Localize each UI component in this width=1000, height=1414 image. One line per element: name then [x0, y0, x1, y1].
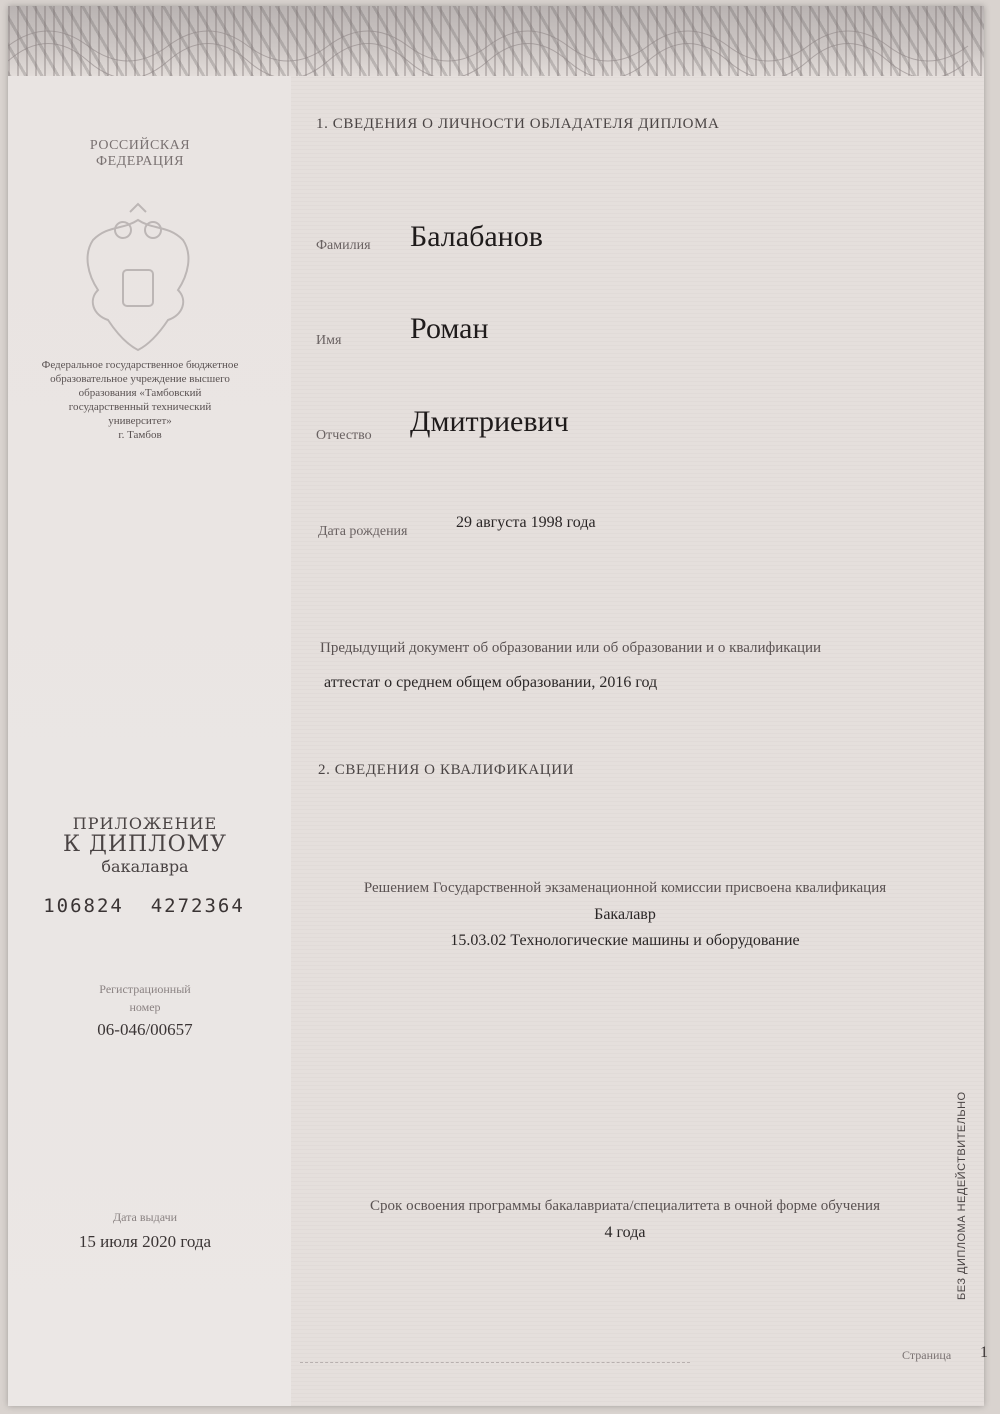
- section-2-heading: 2. СВЕДЕНИЯ О КВАЛИФИКАЦИИ: [318, 762, 575, 778]
- institution-city: г. Тамбов: [118, 429, 162, 441]
- institution-line: Федеральное государственное бюджетное: [41, 359, 239, 371]
- previous-document-value: аттестат о среднем общем образовании, 2016 год: [324, 674, 658, 691]
- page-label: Страница: [902, 1348, 952, 1362]
- page-number: 1: [980, 1344, 988, 1361]
- institution-line: университет»: [108, 415, 172, 427]
- appendix-title: [40, 814, 250, 876]
- registration-label: [60, 980, 230, 1016]
- border-pattern: [8, 6, 984, 76]
- institution-line: образовательное учреждение высшего: [50, 373, 230, 385]
- state-emblem-icon: [68, 200, 208, 360]
- surname-value: Балабанов: [410, 220, 543, 253]
- institution-name: [6, 358, 274, 442]
- diploma-serial-number: 106824 4272364: [43, 895, 245, 917]
- issue-date: 15 июля 2020 года: [78, 1232, 212, 1251]
- appendix-degree: бакалавра: [101, 857, 189, 876]
- institution-line: образования «Тамбовский: [78, 387, 202, 399]
- footer-divider: [300, 1362, 690, 1363]
- ornamental-border: [8, 6, 984, 76]
- study-term-label: Срок освоения программы бакалавриата/специалитета в очной форме обучения: [370, 1198, 880, 1214]
- country-name: [40, 138, 240, 170]
- institution-line: государственный технический: [68, 401, 212, 413]
- country-line-1: РОССИЙСКАЯ: [89, 138, 191, 153]
- validity-note: БЕЗ ДИПЛОМА НЕДЕЙСТВИТЕЛЬНО: [956, 1091, 968, 1300]
- registration-label-line-2: номер: [129, 1000, 161, 1014]
- registration-label-line-1: Регистрационный: [99, 982, 191, 996]
- patronymic-value: Дмитриевич: [410, 405, 569, 438]
- country-line-2: ФЕДЕРАЦИЯ: [96, 154, 184, 169]
- previous-document-label: Предыдущий документ об образовании или об образовании и о квалификации: [320, 640, 822, 656]
- specialty-value: 15.03.02 Технологические машины и оборудование: [450, 932, 800, 949]
- name-value: Роман: [410, 312, 489, 345]
- appendix-line-2: К ДИПЛОМУ: [62, 832, 228, 857]
- name-label: Имя: [316, 333, 342, 348]
- birth-date-label: Дата рождения: [318, 524, 408, 539]
- appendix-line-1: ПРИЛОЖЕНИЕ: [72, 814, 218, 833]
- qualification-value: Бакалавр: [594, 906, 656, 923]
- registration-number: 06-046/00657: [97, 1020, 193, 1039]
- surname-label: Фамилия: [316, 238, 371, 253]
- patronymic-label: Отчество: [316, 428, 372, 443]
- study-term-value: 4 года: [604, 1224, 646, 1241]
- issue-date-label: Дата выдачи: [112, 1210, 178, 1224]
- birth-date-value: 29 августа 1998 года: [456, 514, 596, 531]
- qualification-decision: Решением Государственной экзаменационной комиссии присвоена квалификация: [363, 880, 887, 896]
- section-1-heading: 1. СВЕДЕНИЯ О ЛИЧНОСТИ ОБЛАДАТЕЛЯ ДИПЛОМА: [316, 116, 720, 132]
